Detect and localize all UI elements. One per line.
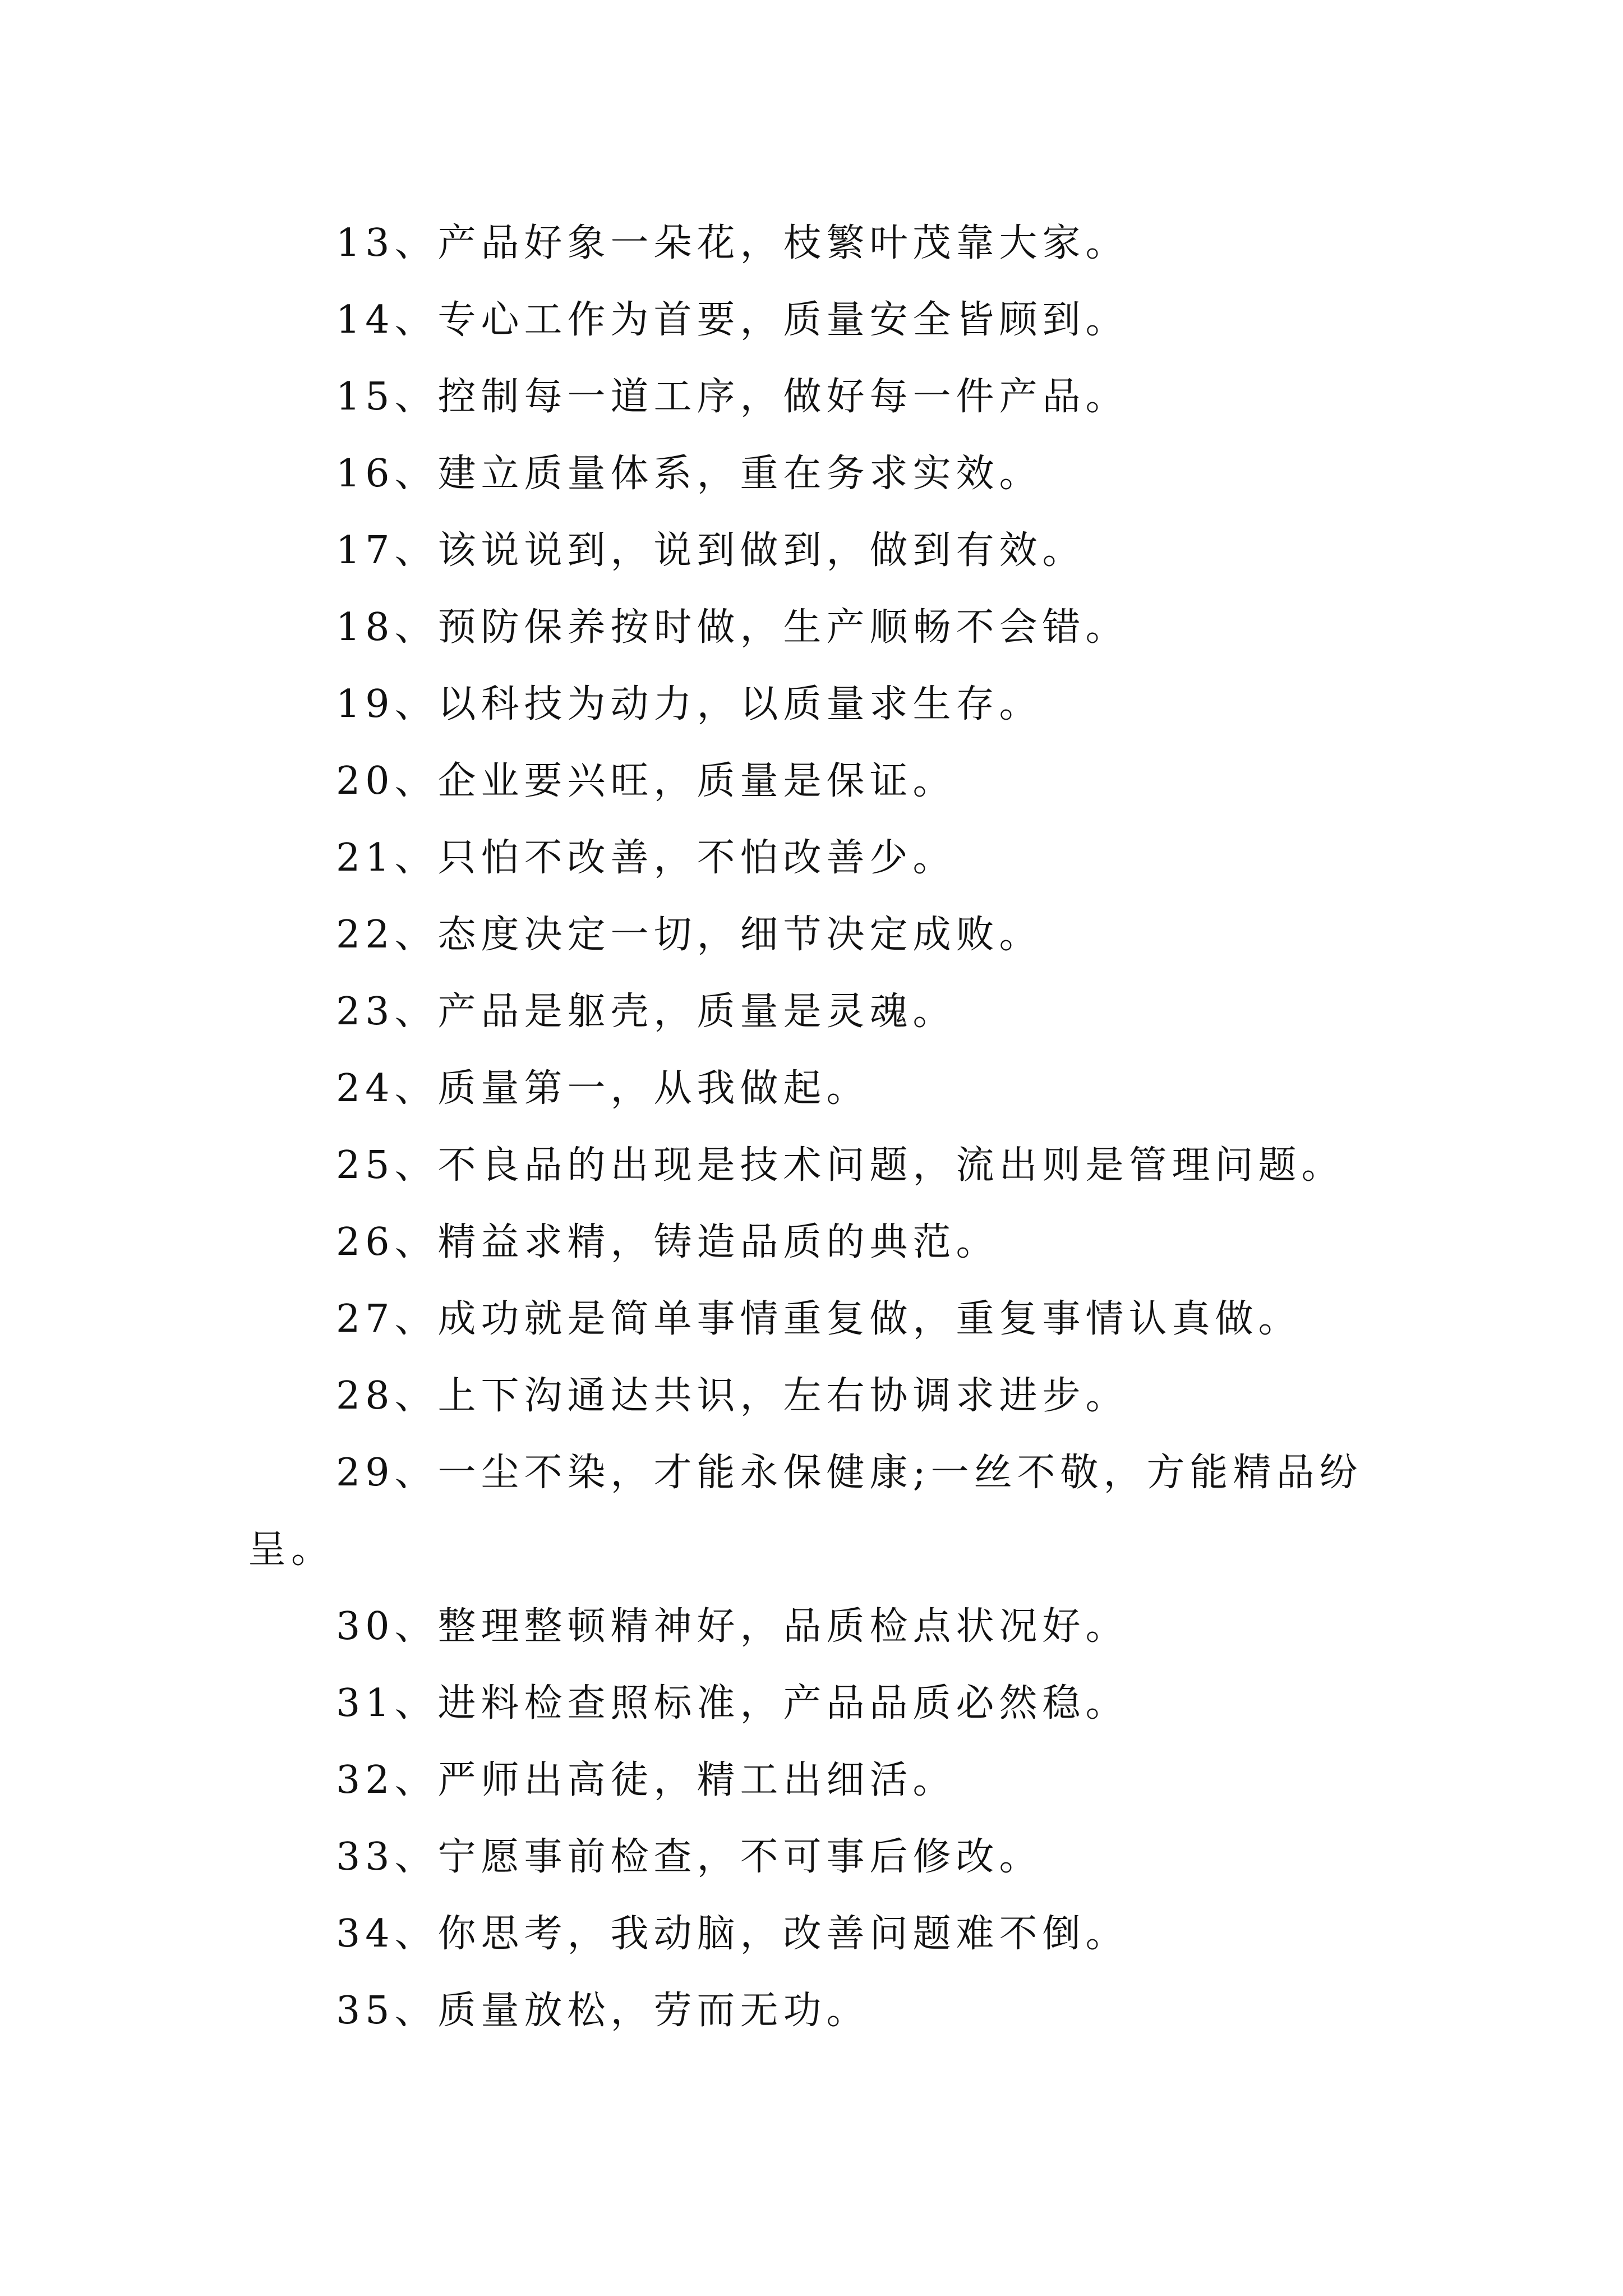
- list-item: 29、一尘不染，才能永保健康;一丝不敬，方能精品纷呈。: [248, 1451, 1363, 1572]
- list-item: 16、建立质量体系，重在务求实效。: [336, 452, 1043, 496]
- list-item: 15、控制每一道工序，做好每一件产品。: [336, 375, 1129, 419]
- list-item: 14、专心工作为首要，质量安全皆顾到。: [336, 298, 1129, 342]
- list-item: 26、精益求精，铸造品质的典范。: [336, 1220, 999, 1264]
- list-item: 31、进料检查照标准，产品品质必然稳。: [336, 1681, 1129, 1726]
- list-item: 20、企业要兴旺，质量是保证。: [336, 759, 956, 803]
- list-item: 18、预防保养按时做，生产顺畅不会错。: [336, 605, 1129, 650]
- list-item: 21、只怕不改善，不怕改善少。: [336, 836, 956, 880]
- list-item: 24、质量第一，从我做起。: [336, 1066, 870, 1111]
- list-item: 32、严师出高徒，精工出细活。: [336, 1758, 956, 1802]
- list-item: 27、成功就是简单事情重复做，重复事情认真做。: [336, 1297, 1302, 1341]
- list-item: 23、产品是躯壳，质量是灵魂。: [336, 990, 956, 1034]
- list-item: 30、整理整顿精神好，品质检点状况好。: [336, 1604, 1129, 1649]
- slogan-list: [248, 205, 1381, 2049]
- list-item: 33、宁愿事前检查，不可事后修改。: [336, 1835, 1043, 1879]
- list-item: 34、你思考，我动脑，改善问题难不倒。: [336, 1912, 1129, 1956]
- list-item: 28、上下沟通达共识，左右协调求进步。: [336, 1374, 1129, 1418]
- list-item: 25、不良品的出现是技术问题，流出则是管理问题。: [336, 1143, 1345, 1188]
- list-item: 35、质量放松，劳而无功。: [336, 1989, 870, 2033]
- list-item: 22、态度决定一切，细节决定成败。: [336, 913, 1043, 957]
- list-item: 17、该说说到，说到做到，做到有效。: [336, 528, 1086, 573]
- list-item: 19、以科技为动力，以质量求生存。: [336, 682, 1043, 726]
- list-item: 13、产品好象一朵花，枝繁叶茂靠大家。: [336, 221, 1129, 265]
